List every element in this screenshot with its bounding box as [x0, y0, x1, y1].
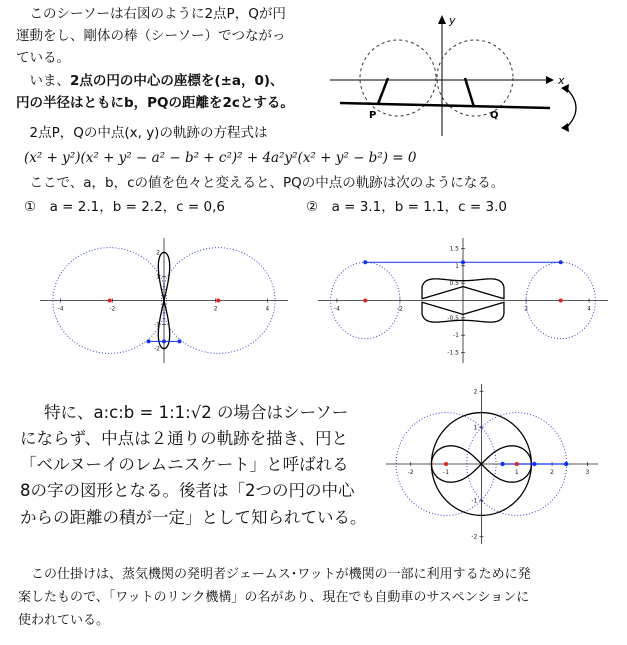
x-tick-label: -1	[443, 469, 450, 476]
linkage-point	[147, 339, 151, 343]
x-tick-label: -4	[57, 305, 64, 313]
y-tick-label: -2	[154, 345, 160, 353]
x-tick-label: -2	[109, 305, 116, 313]
intro-line-5: 円の半径はともにb，PQの距離を2cとする。	[16, 95, 294, 111]
y-tick-label: -1	[471, 497, 478, 505]
y-tick-label: -1.5	[447, 349, 459, 357]
special-line-2: にならず、中点は２通りの軌跡を描き、円と	[20, 429, 349, 448]
special-line-1: 特に、a:c:b = 1:1:√2 の場合はシーソー	[44, 403, 349, 422]
x-tick-label: 4	[587, 305, 592, 313]
plot-case-1	[40, 238, 288, 363]
linkage-point	[461, 260, 465, 264]
special-line-3: 「ベルヌーイのレムニスケート」と呼ばれる	[20, 455, 349, 474]
plot-lemniscate	[386, 384, 598, 544]
footer-line-2: 案したもので、「ワットのリンク機構」の名があり、現在でも自動車のサスペンションに	[18, 590, 530, 605]
intro-line-4	[16, 71, 284, 91]
seesaw-x-arrow	[546, 76, 554, 84]
footer-line-3: 使われている。	[18, 613, 110, 628]
circle-center-dot	[559, 299, 563, 303]
circle-center-dot	[108, 299, 112, 303]
y-tick-label: 1.5	[449, 245, 459, 253]
y-tick-label: 1	[473, 424, 478, 432]
x-tick-label: -4	[333, 305, 340, 313]
x-tick-label: -2	[407, 469, 414, 476]
case-1-params: ① a = 2.1，b = 2.2，c = 0,6	[24, 199, 225, 215]
x-tick-label: 1	[514, 469, 519, 476]
special-line-5: からの距離の積が一定」として知られている。	[20, 508, 367, 527]
seesaw-label-x: x	[558, 74, 565, 87]
footer-line-1: この仕掛けは、蒸気機関の発明者ジェームス･ワットが機関の一部に利用するために発	[18, 567, 531, 582]
seesaw-label-y: y	[449, 14, 456, 27]
y-tick-label: -2	[471, 533, 478, 541]
intro-line-6: 2点P，Qの中点(x, y)の軌跡の方程式は	[16, 125, 268, 141]
intro-line-4-b: 2点の円の中心の座標を(±a，0)、	[70, 73, 284, 89]
rocking-arrowhead-bottom-icon	[561, 123, 569, 132]
y-tick-label: 1	[156, 273, 160, 281]
case-2-params: ② a = 3.1，b = 1.1，c = 3.0	[306, 199, 507, 215]
linkage-point	[363, 260, 367, 264]
linkage-point	[178, 339, 182, 343]
linkage-point	[500, 462, 504, 466]
x-tick-label: 2	[213, 305, 218, 313]
seesaw-label-p: P	[369, 110, 377, 121]
circle-center-dot	[216, 299, 220, 303]
linkage-point	[532, 462, 536, 466]
x-tick-label: 4	[265, 305, 270, 313]
y-tick-label: -1	[453, 332, 459, 340]
intro-line-4-a: いま、	[16, 73, 70, 89]
circle-center-dot	[444, 462, 448, 466]
y-tick-label: -1	[154, 321, 160, 329]
seesaw-arm-right	[465, 78, 474, 107]
locus-equation: (x² + y²)(x² + y² − a² − b² + c²)² + 4a²y²(x² + y² − b²) = 0	[24, 150, 417, 166]
linkage-point	[564, 462, 568, 466]
special-line-4: 8の字の図形となる。後者は「2つの円の中心	[20, 481, 355, 500]
seesaw-arm-left	[378, 78, 388, 104]
linkage-point	[162, 339, 166, 343]
x-tick-label: 2	[524, 305, 528, 313]
circle-center-dot	[363, 299, 367, 303]
y-tick-label: 0.5	[449, 280, 459, 288]
linkage-point	[559, 260, 563, 264]
seesaw-label-q: Q	[490, 110, 499, 121]
x-tick-label: -2	[396, 305, 403, 313]
y-tick-label: 2	[156, 249, 160, 257]
x-tick-label: 3	[585, 469, 590, 476]
intro-line-3: ている。	[16, 50, 70, 66]
y-tick-label: 1	[455, 262, 459, 270]
rocking-arrow-icon	[566, 88, 576, 128]
seesaw-bar	[340, 103, 550, 108]
intro-line-2: 運動をし、剛体の棒（シーソー）でつながっ	[16, 28, 286, 44]
intro-line-8: ここで、a，b，cの値を色々と変えると、PQの中点の軌跡は次のようになる。	[16, 175, 505, 191]
circle-center-dot	[515, 462, 519, 466]
y-tick-label: 2	[473, 388, 478, 396]
plot-case-2	[318, 238, 608, 363]
intro-line-1: このシーソーは右図のように2点P，Qが円	[16, 6, 286, 22]
x-tick-label: 2	[550, 469, 554, 476]
seesaw-y-arrow	[438, 15, 446, 24]
y-tick-label: -0.5	[447, 314, 459, 322]
seesaw-diagram	[328, 8, 624, 138]
